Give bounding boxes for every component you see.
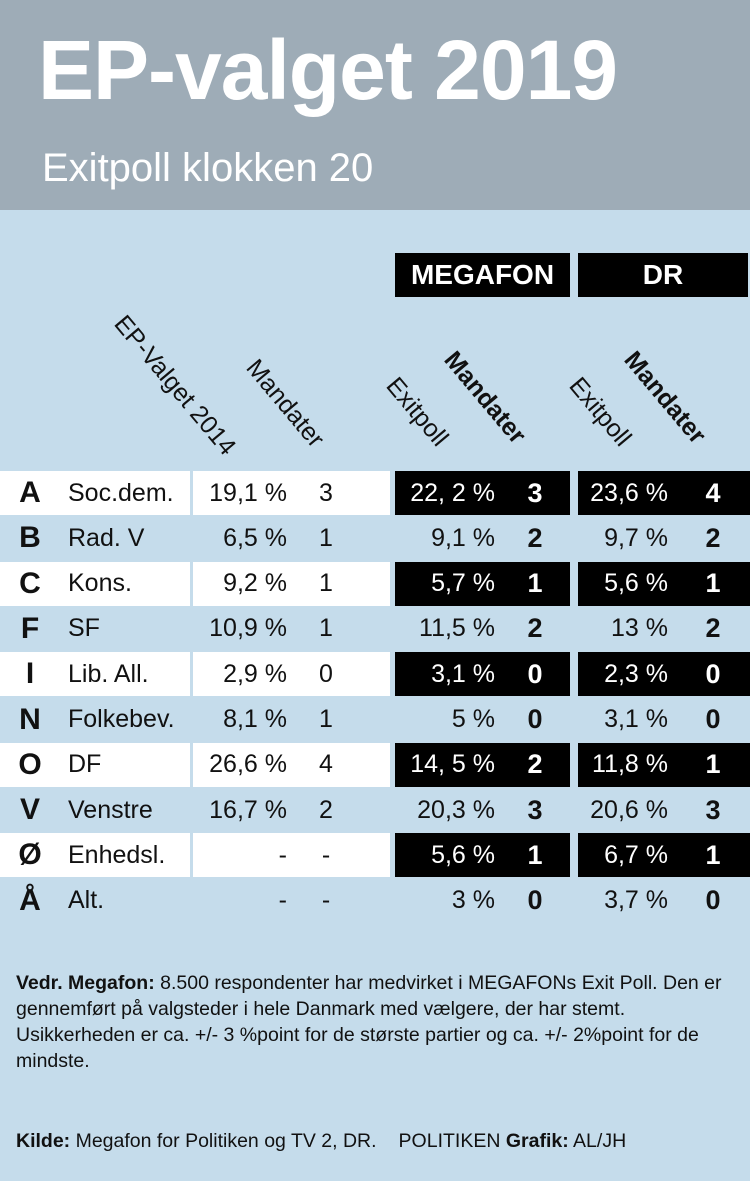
- dr-mandater: 0: [705, 704, 721, 734]
- ep2014-value: 26,6 %: [209, 750, 287, 779]
- page-subtitle: Exitpoll klokken 20: [42, 146, 374, 190]
- footer: [16, 1130, 626, 1153]
- megafon-mandater: 0: [527, 885, 543, 916]
- dr-exitpoll: 20,6 %: [590, 795, 668, 824]
- methodology-note: [16, 970, 736, 1074]
- megafon-exitpoll: 5 %: [451, 705, 495, 733]
- ep2014-value: 2,9 %: [223, 659, 287, 688]
- table-row: [0, 471, 750, 515]
- dr-mandater: 2: [705, 522, 721, 553]
- dr-exitpoll: 6,7 %: [604, 840, 668, 869]
- ep2014-value: 16,7 %: [209, 795, 287, 824]
- megafon-exitpoll: 5,6 %: [431, 840, 495, 869]
- table-row: [0, 516, 750, 560]
- dr-mandater: 1: [705, 568, 721, 599]
- dr-exitpoll: 11,8 %: [592, 750, 668, 779]
- table-row: [0, 652, 750, 696]
- grafik-text: AL/JH: [568, 1130, 627, 1152]
- mandater-2014: 4: [319, 750, 333, 779]
- mandater-2014: 1: [319, 705, 333, 733]
- party-name: Alt.: [68, 886, 105, 915]
- mandater-2014: 0: [319, 659, 333, 688]
- party-name: Kons.: [68, 569, 132, 598]
- party-letter: V: [19, 793, 40, 827]
- header-band: [0, 0, 750, 210]
- megafon-mandater: 0: [527, 704, 543, 734]
- ep2014-value: -: [278, 886, 287, 915]
- dr-mandater: 4: [705, 477, 721, 508]
- table-row: [0, 833, 750, 877]
- col-header-exitpoll-megafon: Exitpoll: [380, 372, 454, 452]
- col-header-mandater-megafon: Mandater: [438, 346, 532, 450]
- table-row: [0, 562, 750, 606]
- kilde-text: Megafon for Politiken og TV 2, DR.: [70, 1130, 377, 1152]
- party-letter: O: [18, 747, 42, 781]
- party-name: Folkebev.: [68, 705, 175, 733]
- page-title: EP-valget 2019: [38, 23, 618, 117]
- party-letter: N: [19, 702, 41, 736]
- mandater-2014: -: [321, 886, 331, 915]
- dr-mandater: 0: [705, 885, 721, 916]
- megafon-mandater: 1: [527, 568, 543, 599]
- col-header-mandater-dr: Mandater: [618, 346, 712, 450]
- mandater-2014: 1: [319, 569, 333, 598]
- table-row: [0, 607, 750, 651]
- dr-exitpoll: 3,7 %: [604, 886, 668, 915]
- dr-exitpoll: 5,6 %: [604, 569, 668, 598]
- dr-mandater: 0: [705, 658, 721, 689]
- dr-exitpoll: 3,1 %: [604, 705, 668, 733]
- ep2014-value: -: [278, 840, 287, 869]
- megafon-exitpoll: 9,1 %: [431, 523, 495, 552]
- ep2014-value: 6,5 %: [223, 523, 287, 552]
- table-row: [0, 788, 750, 832]
- dr-mandater: 2: [705, 613, 721, 644]
- megafon-exitpoll: 14, 5 %: [410, 750, 495, 779]
- megafon-header: MEGAFON: [395, 253, 570, 297]
- party-name: DF: [68, 750, 102, 779]
- dr-exitpoll: 23,6 %: [590, 478, 668, 507]
- megafon-exitpoll: 11,5 %: [419, 614, 495, 643]
- megafon-mandater: 1: [527, 839, 543, 870]
- col-header-mandater-2014: Mandater: [240, 354, 330, 453]
- grafik-label: Grafik:: [505, 1130, 569, 1152]
- party-letter: C: [19, 566, 41, 600]
- party-name: Venstre: [68, 795, 153, 824]
- dr-exitpoll: 9,7 %: [604, 523, 668, 552]
- party-name: Enhedsl.: [68, 840, 166, 869]
- megafon-mandater: 3: [527, 477, 543, 508]
- table-row: [0, 743, 750, 787]
- dr-mandater: 1: [705, 839, 721, 870]
- ep2014-value: 9,2 %: [223, 569, 287, 598]
- party-letter: Å: [19, 883, 41, 917]
- ep2014-value: 8,1 %: [223, 705, 287, 733]
- ep2014-value: 19,1 %: [209, 478, 287, 507]
- megafon-exitpoll: 5,7 %: [431, 569, 495, 598]
- mandater-2014: 1: [319, 614, 333, 643]
- mandater-2014: 2: [319, 795, 333, 824]
- col-header-ep2014: EP-Valget 2014: [108, 310, 242, 461]
- megafon-exitpoll: 3 %: [451, 886, 495, 915]
- dr-exitpoll: 2,3 %: [604, 659, 668, 688]
- dr-mandater: 1: [705, 749, 721, 780]
- megafon-mandater: 2: [527, 613, 543, 644]
- party-letter: B: [19, 521, 41, 555]
- publisher: POLITIKEN: [398, 1130, 501, 1152]
- mandater-2014: 1: [319, 523, 333, 552]
- kilde-label: Kilde:: [16, 1130, 71, 1152]
- note-text: 8.500 respondenter har medvirket i MEGAFONs Exit Poll. Den er gennemført på valgsteder i hele Danmark med vælgere, der har stemt. Usikkerheden er ca. +/- 3 %point for de største partier og ca. +/- 2%point for de mindste.: [16, 972, 722, 1072]
- col-header-exitpoll-dr: Exitpoll: [563, 372, 637, 452]
- ep2014-value: 10,9 %: [209, 614, 287, 643]
- party-name: SF: [68, 614, 100, 643]
- dr-mandater: 3: [705, 794, 721, 825]
- dr-header: DR: [578, 253, 748, 297]
- party-letter: A: [19, 476, 41, 509]
- dr-exitpoll: 13 %: [611, 614, 668, 643]
- party-letter: I: [25, 657, 35, 691]
- megafon-mandater: 2: [527, 749, 543, 780]
- party-name: Soc.dem.: [68, 478, 174, 507]
- megafon-mandater: 0: [527, 658, 543, 689]
- megafon-mandater: 2: [527, 522, 543, 553]
- party-name: Lib. All.: [68, 659, 149, 688]
- note-label: Vedr. Megafon:: [16, 972, 155, 994]
- party-letter: F: [20, 611, 40, 645]
- megafon-mandater: 3: [527, 794, 543, 825]
- table-row: [0, 879, 750, 923]
- party-name: Rad. V: [68, 523, 145, 552]
- mandater-2014: 3: [319, 478, 333, 507]
- table-row: [0, 698, 750, 742]
- mandater-2014: -: [321, 840, 331, 869]
- megafon-exitpoll: 20,3 %: [417, 795, 495, 824]
- megafon-exitpoll: 22, 2 %: [410, 478, 495, 507]
- party-letter: Ø: [18, 838, 42, 872]
- megafon-exitpoll: 3,1 %: [431, 659, 495, 688]
